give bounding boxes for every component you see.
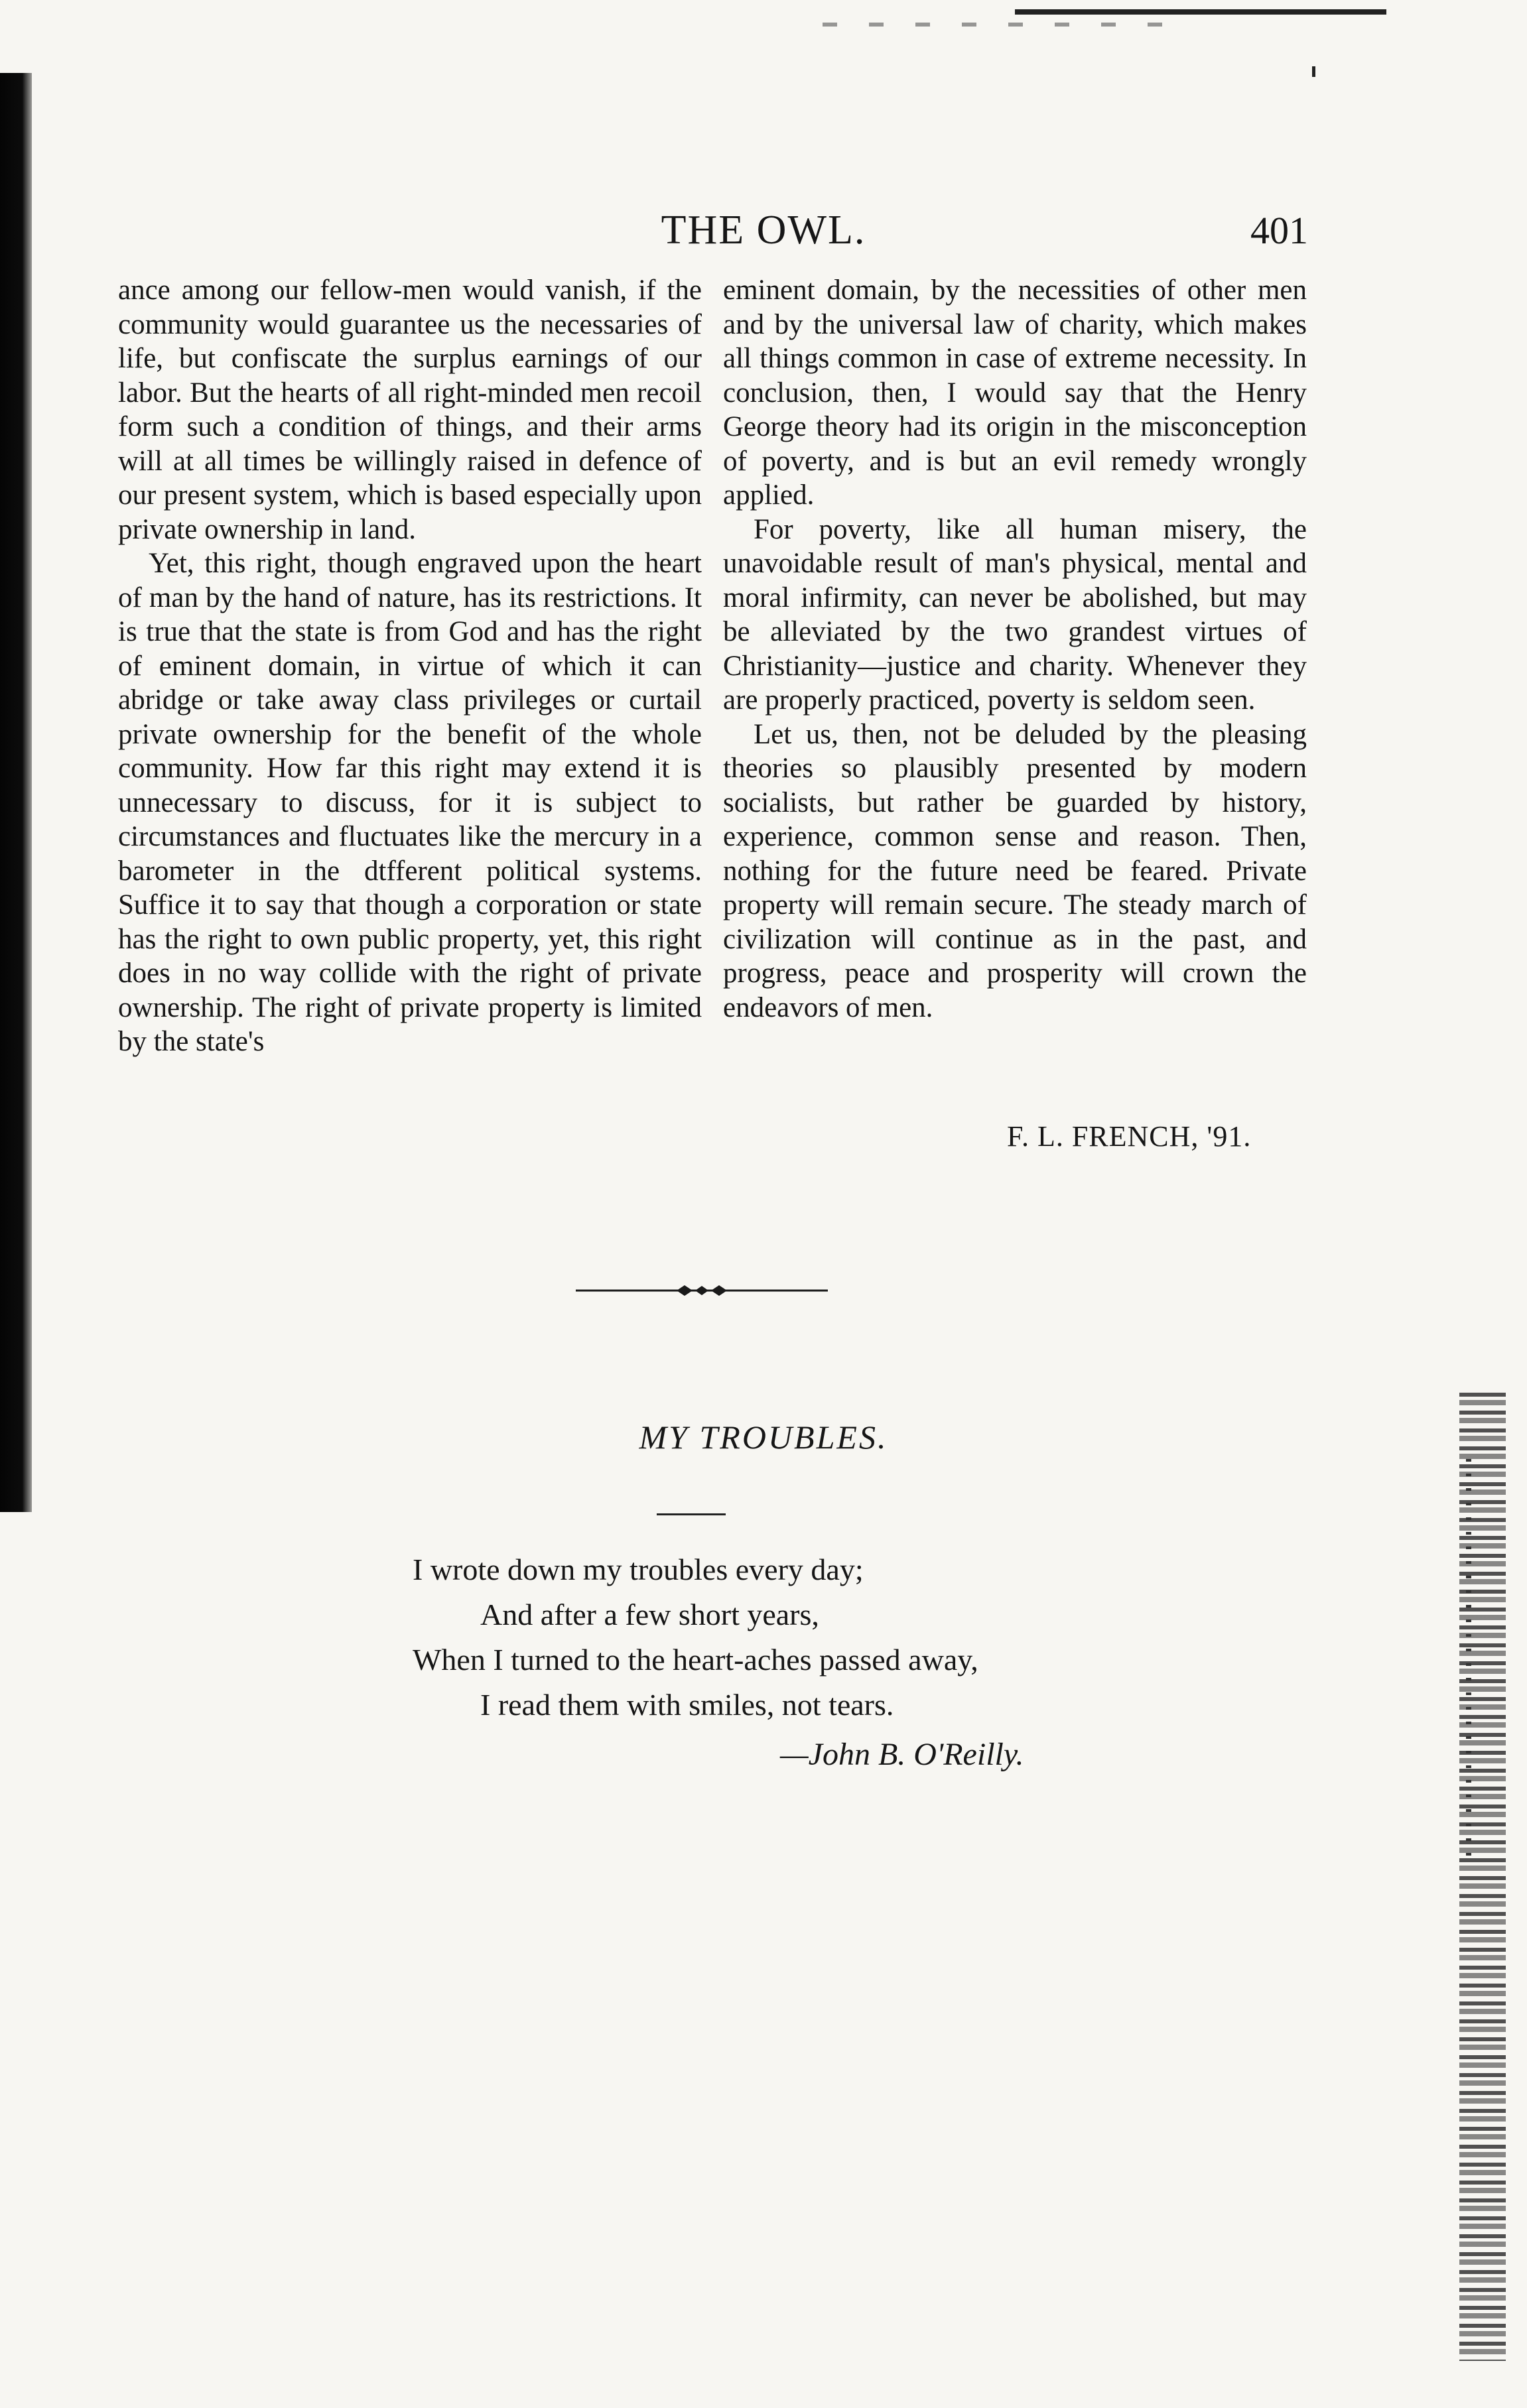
paragraph: ance among our fellow-men would vanish, if the community would guarantee us the necessaries of life, but confiscate the surplus earnings of our labor. But the hearts of all right-minded men recoil form such a condition of things, and their arms will at all times be willingly raised in defence of our present system, which is based especially upon private ownership in land.: [118, 275, 702, 545]
paragraph: For poverty, like all human misery, the unavoidable result of man's physical, mental and moral infirmity, can never be abolished, but may be alleviated by the two grandest virtues of Christianity—justice and charity. Whenever they are properly practiced, poverty is seldom seen.: [723, 513, 1307, 716]
poem-title: MY TROUBLES.: [639, 1419, 888, 1456]
scan-top-rule: [1015, 9, 1386, 15]
poem-line: When I turned to the heart-aches passed away,: [413, 1643, 978, 1677]
poem-line: And after a few short years,: [480, 1598, 819, 1631]
left-column: [118, 273, 702, 1059]
poem-attribution: —John B. O'Reilly.: [780, 1737, 1024, 1772]
poem-line: I wrote down my troubles every day;: [413, 1553, 864, 1586]
poem-line: I read them with smiles, not tears.: [480, 1688, 894, 1722]
right-column: [723, 273, 1307, 1025]
page-number: 401: [1250, 209, 1308, 252]
paragraph: eminent domain, by the necessities of other men and by the universal law of charity, which makes all things common in case of extreme necessity. In conclusion, then, I would say that the Henry George theory had its origin in the misconception of poverty, and is but an evil remedy wrongly applied.: [723, 275, 1307, 511]
scan-right-dots: [1466, 1459, 1471, 1857]
poem-title-rule: [657, 1513, 726, 1515]
scan-left-edge: [0, 73, 32, 1512]
running-head: THE OWL.: [661, 208, 866, 253]
author-signature: F. L. FRENCH, '91.: [1007, 1120, 1252, 1153]
paragraph: Yet, this right, though engraved upon the heart of man by the hand of nature, has its restrictions. It is true that the state is from God and has the right of eminent domain, in virtue of which it can abridge or take away class privileges or curtail private ownership for the benefit of the whole community. How far this right may extend it is unnecessary to discuss, for it is subject to circumstances and fluctuates like the mercury in a barometer in the dtfferent political systems. Suffice it to say that though a corporation or state has the right to own public property, yet, this right does in no way collide with the right of private ownership. The right of private property is limited by the state's: [118, 548, 702, 1057]
paragraph: Let us, then, not be deluded by the pleasing theories so plausibly presented by modern socialists, but rather be guarded by history, experience, common sense and reason. Then, nothing for the future need be feared. Private property will remain secure. The steady march of civilization will continue as in the past, and progress, peace and prosperity will crown the endeavors of men.: [723, 718, 1307, 1023]
scan-top-dashes: [823, 23, 1194, 27]
section-ornament: [576, 1284, 828, 1297]
scan-edge-mark: [1312, 66, 1315, 77]
